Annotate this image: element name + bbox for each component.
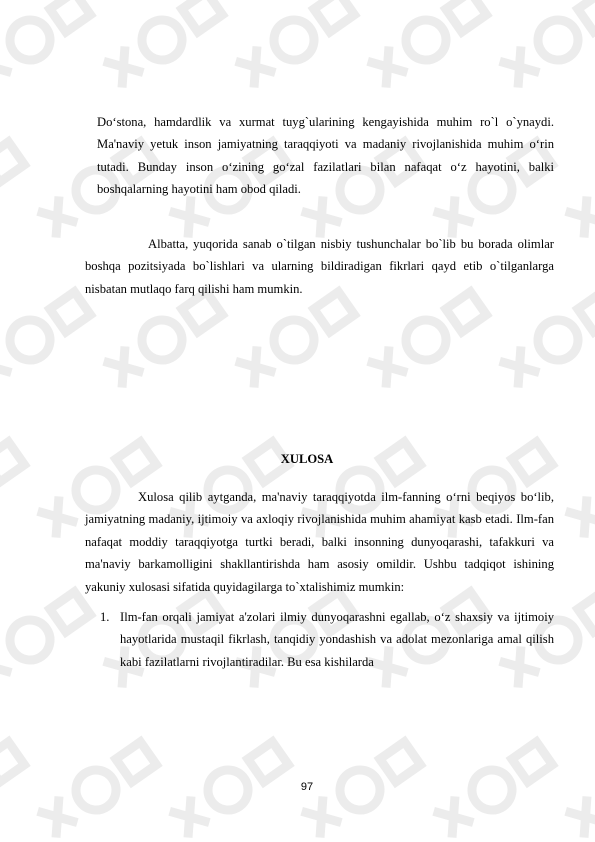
- watermark-mark: [0, 587, 94, 691]
- watermark-mark: [365, 287, 490, 391]
- watermark-mark: [365, 0, 490, 91]
- watermark-mark: [0, 137, 28, 241]
- list-item-marker: 1.: [100, 610, 110, 624]
- watermark-mark: [101, 0, 226, 91]
- watermark-mark: [563, 137, 595, 241]
- watermark-mark: [233, 0, 358, 91]
- list-item-text: Ilm-fan orqali jamiyat a'zolari ilmiy dunyoqarashni egallab, o‘z shaxsiy va ijtimoiy hayotlarida mustaqil fikrlash, tanqidiy yondashish va adolat mezonlariga amal qilish kabi fazilatlarni rivojlantiradilar. Bu esa kishilarda: [120, 610, 554, 669]
- paragraph-2: Albatta, yuqorida sanab o`tilgan nisbiy tushunchalar bo`lib bu borada olimlar boshqa pozitsiyada bo`lishlari va ularning bildiradigan fikrlari qayd etib o`tilganlarga nisbatan mutlaqo farq qilishi ham mumkin.: [85, 237, 554, 296]
- section-heading: XULOSA: [280, 452, 334, 466]
- watermark-mark: [101, 287, 226, 391]
- watermark-mark: [233, 287, 358, 391]
- paragraph-3: Xulosa qilib aytganda, ma'naviy taraqqiyotda ilm-fanning o‘rni beqiyos bo‘lib, jamiyatning madaniy, ijtimoiy va axloqiy rivojlanishida muhim ahamiyat kasb etadi. Ilm-fan nafaqat moddiy taraqqiyotga turtki beradi, balki insonning dunyoqarashi, tafakkuri va ma'naviy barkamolligini shakllantirishda ham asosiy omildir. Ushbu tadqiqot ishining yakuniy xulosasi sifatida quyidagilarga to`xtalishimiz mumkin:: [85, 490, 554, 594]
- watermark-mark: [0, 0, 94, 91]
- watermark-mark: [497, 0, 595, 91]
- paragraph-1: Do‘stona, hamdardlik va xurmat tuyg`ularining kengayishida muhim ro`l o`ynaydi. Ma'naviy yetuk inson jamiyatning taraqqiyoti va madaniy rivojlanishida muhim o‘rin tutadi. Bunday inson o‘zining go‘zal fazilatlari bilan nafaqat o‘z hayotini, balki boshqalarning hayotini ham obod qiladi.: [97, 115, 554, 197]
- page-number: 97: [300, 781, 314, 793]
- watermark-mark: [497, 287, 595, 391]
- watermark-mark: [0, 287, 94, 391]
